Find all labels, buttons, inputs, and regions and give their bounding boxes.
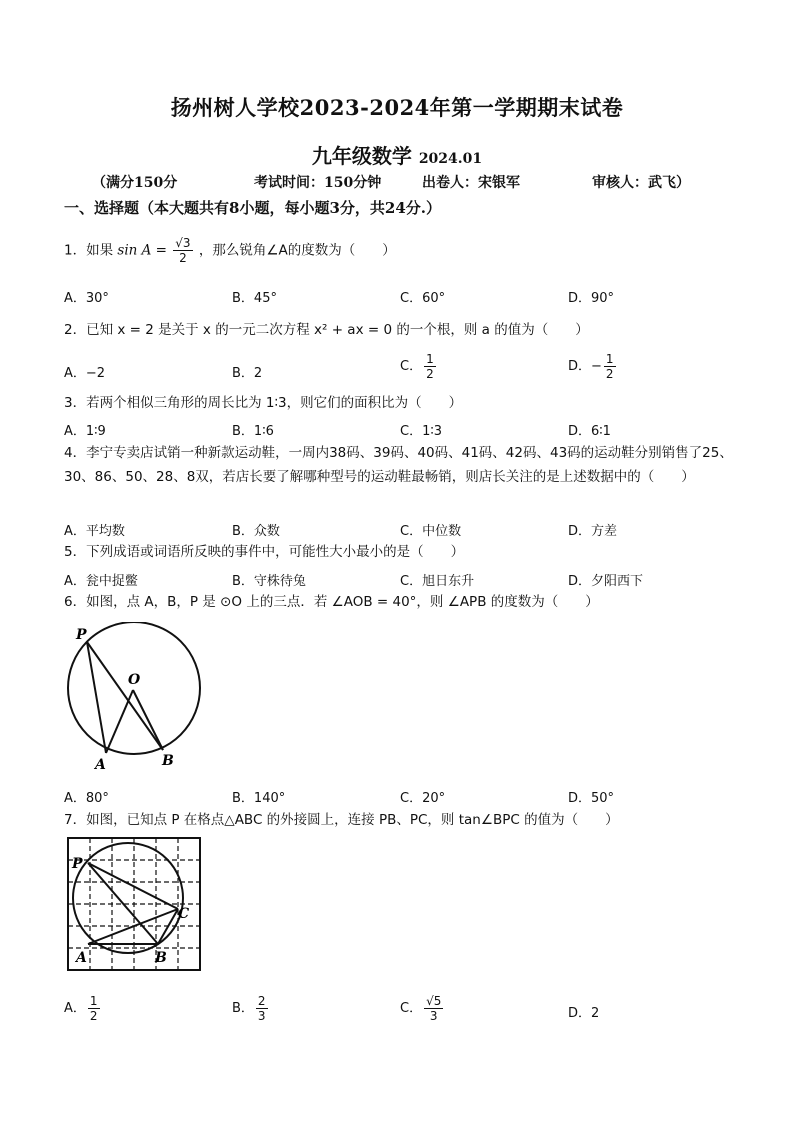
- section-heading: 一、选择题（本大题共有8小题，每小题3分，共24分.）: [64, 199, 441, 217]
- grid-circle-figure: [66, 836, 202, 972]
- exam-date: 2024.01: [418, 151, 483, 167]
- exam-subtitle: [0, 140, 794, 169]
- exam-info-row: [92, 172, 712, 192]
- question-4: 4．李宁专卖店试销一种新款运动鞋，一周内38码、39码、40码、41码、42码、43码的运动鞋分别销售了25、30、86、50、28、8双，若店长要了解哪种型号的运动鞋最畅销，则店长关注的是上述数据中的（ ）: [64, 445, 733, 485]
- label-b: B: [162, 753, 174, 769]
- q7-option-c[interactable]: C． $\frac{√5}{3}$: [400, 994, 442, 1023]
- q1-option-b[interactable]: B．45°: [232, 291, 277, 306]
- q6-option-a[interactable]: A．80°: [64, 791, 109, 806]
- setter: 出卷人：宋银军: [422, 175, 520, 191]
- q2-option-d[interactable]: D．− $\frac{1}{2}$: [568, 352, 614, 381]
- q1-option-d[interactable]: D．90°: [568, 291, 615, 306]
- q3-option-b[interactable]: B．1∶6: [232, 424, 274, 439]
- label-c: C: [178, 906, 190, 922]
- q2-option-b[interactable]: B．2: [232, 366, 263, 381]
- question-7: 7．如图，已知点 P 在格点△ABC 的外接圆上，连接 PB、PC，则 tan∠BPC 的值为（ ）: [64, 812, 619, 828]
- q4-option-d[interactable]: D．方差: [568, 524, 618, 539]
- question-6: 6．如图，点 A，B，P 是 ⊙O 上的三点．若 ∠AOB = 40°，则 ∠APB 的度数为（ ）: [64, 594, 599, 610]
- q1-option-c[interactable]: C．60°: [400, 291, 446, 306]
- question-1: 1．如果 sin A = $\frac{√3}{2}$ ，那么锐角∠A的度数为（ ）: [64, 236, 396, 265]
- q6-option-c[interactable]: C．20°: [400, 791, 446, 806]
- label-b: B: [155, 950, 167, 966]
- circle-figure: [60, 622, 210, 772]
- q3-option-a[interactable]: A．1∶9: [64, 424, 106, 439]
- exam-time: 考试时间：150分钟: [254, 175, 382, 191]
- q2-option-a[interactable]: A．−2: [64, 366, 106, 381]
- label-a: A: [76, 950, 87, 966]
- q5-option-c[interactable]: C．旭日东升: [400, 574, 475, 589]
- label-a: A: [95, 757, 106, 772]
- q4-option-c[interactable]: C．中位数: [400, 524, 462, 539]
- reviewer: 审核人：武飞）: [592, 175, 690, 191]
- question-2: 2．已知 x = 2 是关于 x 的一元二次方程 x² + ax = 0 的一个根，则 a 的值为（ ）: [64, 322, 589, 338]
- q5-option-b[interactable]: B．守株待兔: [232, 574, 306, 589]
- q7-option-a[interactable]: A． $\frac{1}{2}$: [64, 994, 98, 1023]
- q6-option-d[interactable]: D．50°: [568, 791, 615, 806]
- q5-option-d[interactable]: D．夕阳西下: [568, 574, 644, 589]
- question-5: 5．下列成语或词语所反映的事件中，可能性大小最小的是（ ）: [64, 544, 465, 560]
- full-score: （满分150分: [92, 175, 178, 191]
- q1-option-a[interactable]: A．30°: [64, 291, 109, 306]
- question-3: 3．若两个相似三角形的周长比为 1∶3，则它们的面积比为（ ）: [64, 395, 463, 411]
- label-p: P: [76, 627, 87, 643]
- fraction: $\frac{√3}{2}$: [175, 236, 191, 265]
- q4-option-b[interactable]: B．众数: [232, 524, 280, 539]
- q6-option-b[interactable]: B．140°: [232, 791, 286, 806]
- q7-option-d[interactable]: D．2: [568, 1006, 600, 1021]
- q4-option-a[interactable]: A．平均数: [64, 524, 125, 539]
- subject-label: 九年级数学: [311, 144, 412, 168]
- label-p: P: [72, 856, 83, 872]
- q5-option-a[interactable]: A．瓮中捉鳖: [64, 574, 138, 589]
- q3-option-c[interactable]: C．1∶3: [400, 424, 443, 439]
- exam-title: 扬州树人学校2023-2024年第一学期期末试卷: [170, 95, 624, 120]
- q7-option-b[interactable]: B． $\frac{2}{3}$: [232, 994, 266, 1023]
- q2-option-c[interactable]: C． $\frac{1}{2}$: [400, 352, 434, 381]
- q3-option-d[interactable]: D．6∶1: [568, 424, 611, 439]
- label-o: O: [128, 672, 141, 688]
